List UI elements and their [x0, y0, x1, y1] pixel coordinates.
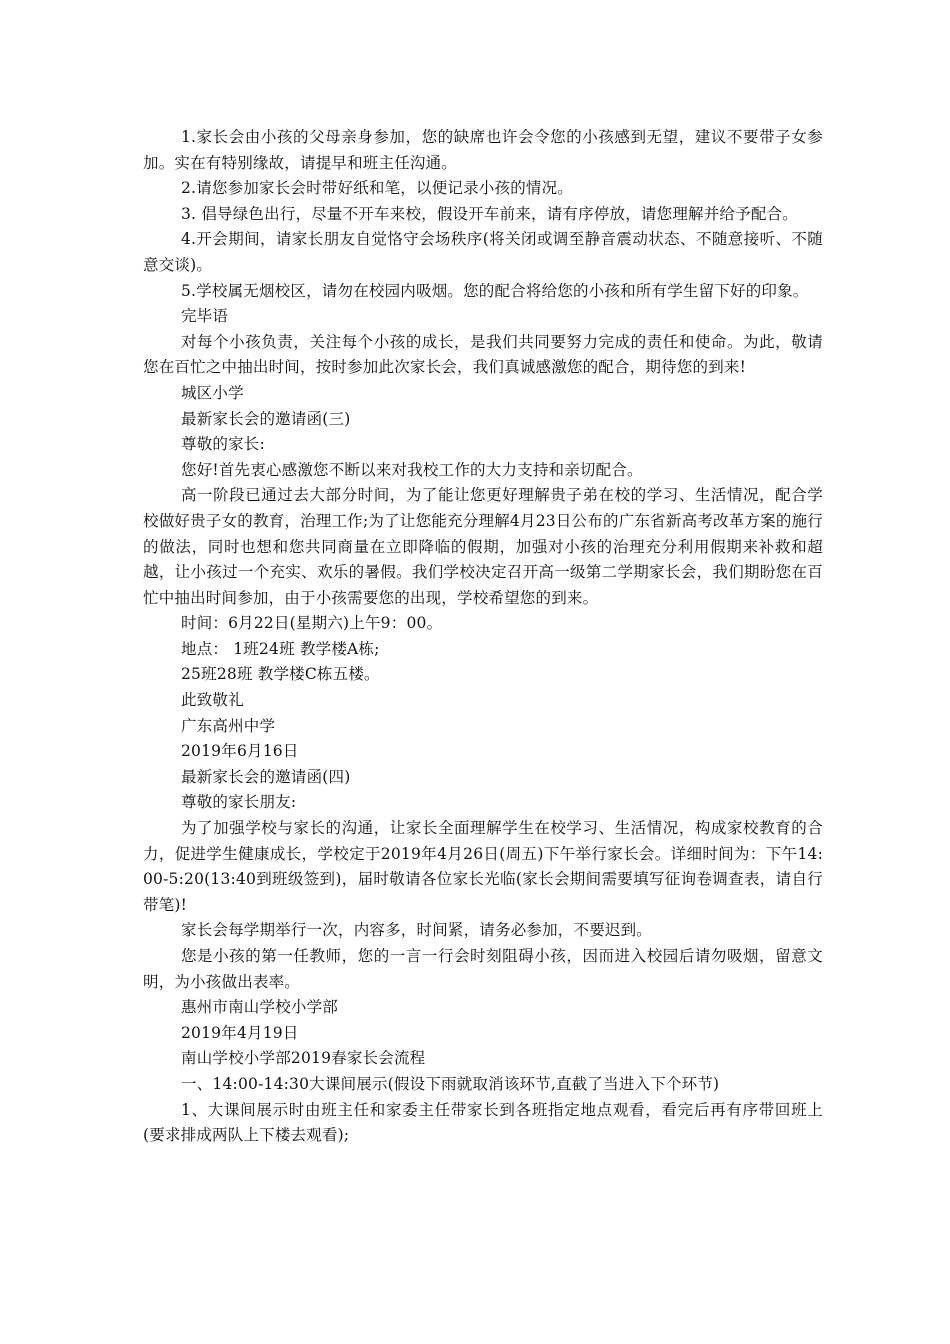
signature: 惠州市南山学校小学部: [181, 998, 339, 1017]
list-item: 一、14:00-14:30大课间展示(假设下雨就取消该环节,直截了当进入下个环节): [181, 1074, 720, 1093]
paragraph: 5.学校属无烟校区，请勿在校园内吸烟。您的配合将给您的小孩和所有学生留下好的印象。: [181, 281, 809, 300]
paragraph: 4.开会期间，请家长朋友自觉恪守会场秩序(将关闭或调至静音震动状态、不随意接听、不随意交谈)。: [143, 230, 823, 274]
section-heading: 南山学校小学部2019春家长会流程: [181, 1049, 426, 1068]
paragraph: 1.家长会由小孩的父母亲身参加，您的缺席也许会令您的小孩感到无望，建议不要带子女参加。实在有特别缘故，请提早和班主任沟通。: [143, 128, 823, 172]
paragraph: 您好!首先衷心感激您不断以来对我校工作的大力支持和亲切配合。: [181, 460, 643, 479]
meeting-location: 地点： 1班24班 教学楼A栋;: [181, 639, 380, 658]
signature: 城区小学: [181, 383, 244, 402]
section-heading: 完毕语: [181, 307, 229, 326]
signature: 广东高州中学: [181, 716, 276, 735]
paragraph: 2.请您参加家长会时带好纸和笔，以便记录小孩的情况。: [181, 179, 573, 198]
paragraph: 为了加强学校与家长的沟通，让家长全面理解学生在校学习、生活情况，构成家校教育的合力，促进学生健康成长，学校定于2019年4月26日(周五)下午举行家长会。详细时间为：下午14:00-5:20(13:40到班级签到)，届时敬请各位家长光临(家长会期间需要填写征询卷调查表，请自行带笔)!: [143, 819, 823, 914]
list-item: 1、大课间展示时由班主任和家委主任带家长到各班指定地点观看，看完后再有序带回班上(要求排成两队上下楼去观看);: [143, 1100, 823, 1145]
paragraph: 家长会每学期举行一次，内容多，时间紧，请务必参加，不要迟到。: [181, 921, 653, 940]
date: 2019年6月16日: [181, 742, 299, 761]
closing: 此致敬礼: [181, 691, 244, 710]
paragraph: 高一阶段已通过去大部分时间，为了能让您更好理解贵子弟在校的学习、生活情况，配合学校做好贵子女的教育，治理工作;为了让您能充分理解4月23日公布的广东省新高考改革方案的施行的做法，同时也想和您共同商量在立即降临的假期，加强对小孩的治理充分利用假期来补救和超越，让小孩过一个充实、欢乐的暑假。我们学校决定召开高一级第二学期家长会，我们期盼您在百忙中抽出时间参加，由于小孩需要您的出现，学校希望您的到来。: [143, 486, 823, 607]
letter-title: 最新家长会的邀请函(四): [181, 767, 351, 786]
paragraph: 对每个小孩负责，关注每个小孩的成长，是我们共同要努力完成的责任和使命。为此，敬请您在百忙之中抽出时间，按时参加此次家长会，我们真诚感激您的配合，期待您的到来!: [143, 332, 823, 377]
salutation: 尊敬的家长朋友:: [181, 793, 297, 812]
paragraph: 您是小孩的第一任教师，您的一言一行会时刻阻碍小孩，因而进入校园后请勿吸烟，留意文明，为小孩做出表率。: [143, 947, 823, 991]
salutation: 尊敬的家长:: [181, 435, 265, 454]
meeting-location-2: 25班28班 教学楼C栋五楼。: [181, 665, 380, 684]
paragraph: 3. 倡导绿色出行，尽量不开车来校，假设开车前来，请有序停放，请您理解并给予配合。: [181, 204, 798, 223]
meeting-time: 时间：6月22日(星期六)上午9：00。: [181, 614, 443, 633]
letter-title: 最新家长会的邀请函(三): [181, 409, 351, 428]
date: 2019年4月19日: [181, 1023, 299, 1042]
document-body: [143, 125, 823, 1149]
